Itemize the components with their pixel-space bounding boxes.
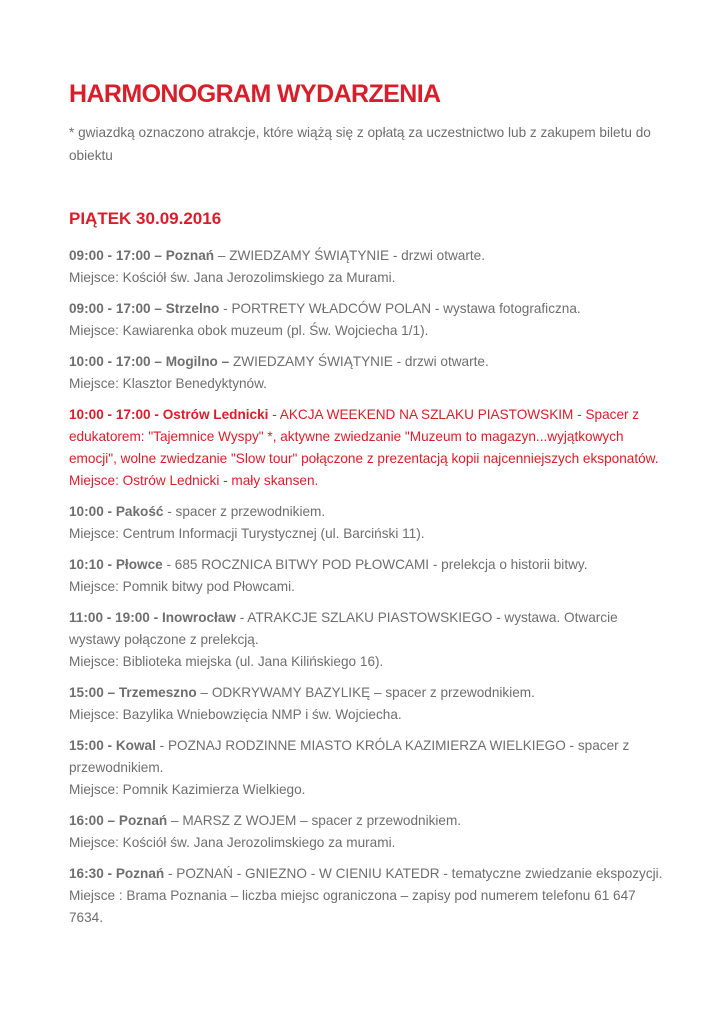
event-time-place: 10:00 - 17:00 - Ostrów Lednicki [69,407,269,422]
event-location: Miejsce: Pomnik bitwy pod Płowcami. [69,579,295,594]
event-time-place: 10:00 - 17:00 – Mogilno – [69,354,230,369]
event-description: - spacer z przewodnikiem. [163,504,326,519]
event-item [69,810,669,854]
event-time-place: 10:00 - Pakość [69,504,164,519]
event-location: Miejsce: Centrum Informacji Turystycznej (ul. Barciński 11). [69,526,425,541]
event-item [69,554,669,598]
event-description: – MARSZ Z WOJEM – spacer z przewodnikiem. [167,813,462,828]
event-list [69,245,669,938]
event-time-place: 16:30 - Poznań [69,866,165,881]
event-location: Miejsce: Klasztor Benedyktynów. [69,376,267,391]
event-time-place: 16:00 – Poznań [69,813,168,828]
event-time-place: 15:00 - Kowal [69,738,156,753]
event-location: Miejsce: Kościół św. Jana Jerozolimskiego za Murami. [69,270,396,285]
event-item [69,682,669,726]
event-item-highlighted [69,404,669,492]
event-item [69,351,669,395]
event-description: – ODKRYWAMY BAZYLIKĘ – spacer z przewodnikiem. [196,685,535,700]
event-time-place: 09:00 - 17:00 – Poznań [69,248,215,263]
day-heading: PIĄTEK 30.09.2016 [69,209,222,228]
event-location: Miejsce: Ostrów Lednicki - mały skansen. [69,473,319,488]
event-item [69,607,669,673]
fee-note: * gwiazdką oznaczono atrakcje, które wiążą się z opłatą za uczestnictwo lub z zakupem biletu do obiektu [69,125,651,163]
event-description: - 685 ROCZNICA BITWY POD PŁOWCAMI - prelekcja o historii bitwy. [162,557,588,572]
event-description: ZWIEDZAMY ŚWIĄTYNIE - drzwi otwarte. [229,354,489,369]
event-time-place: 15:00 – Trzemeszno [69,685,197,700]
event-description: – ZWIEDZAMY ŚWIĄTYNIE - drzwi otwarte. [214,248,485,263]
event-location: Miejsce: Bazylika Wniebowzięcia NMP i św. Wojciecha. [69,707,402,722]
event-location: Miejsce: Pomnik Kazimierza Wielkiego. [69,782,306,797]
event-location: Miejsce: Kościół św. Jana Jerozolimskiego za murami. [69,835,396,850]
event-item [69,863,669,929]
event-item [69,298,669,342]
event-location: Miejsce : Brama Poznania – liczba miejsc ograniczona – zapisy pod numerem telefonu 61 647 7634. [69,888,636,925]
event-description: - AKCJA WEEKEND NA SZLAKU PIASTOWSKIM - Spacer z edukatorem: "Tajemnice Wyspy" *, aktywne zwiedzanie "Muzeum to magazyn...wyjątkowych emocji", wolne zwiedzanie "Slow tour" połączone z prezentacją kopii najcenniejszych eksponatów. [69,407,659,466]
event-time-place: 10:10 - Płowce [69,557,163,572]
event-description: - POZNAŃ - GNIEZNO - W CIENIU KATEDR - tematyczne zwiedzanie ekspozycji. [164,866,663,881]
event-item [69,245,669,289]
event-description: - POZNAJ RODZINNE MIASTO KRÓLA KAZIMIERZA WIELKIEGO - spacer z przewodnikiem. [69,738,630,775]
event-description: - ATRAKCJE SZLAKU PIASTOWSKIEGO - wystawa. Otwarcie wystawy połączone z prelekcją. [69,610,618,647]
event-location: Miejsce: Biblioteka miejska (ul. Jana Kilińskiego 16). [69,654,384,669]
event-item [69,735,669,801]
page-title: HARMONOGRAM WYDARZENIA [69,80,441,108]
event-item [69,501,669,545]
event-location: Miejsce: Kawiarenka obok muzeum (pl. Św. Wojciecha 1/1). [69,323,429,338]
event-time-place: 09:00 - 17:00 – Strzelno [69,301,220,316]
event-description: - PORTRETY WŁADCÓW POLAN - wystawa fotograficzna. [219,301,581,316]
event-time-place: 11:00 - 19:00 - Inowrocław [69,610,236,625]
